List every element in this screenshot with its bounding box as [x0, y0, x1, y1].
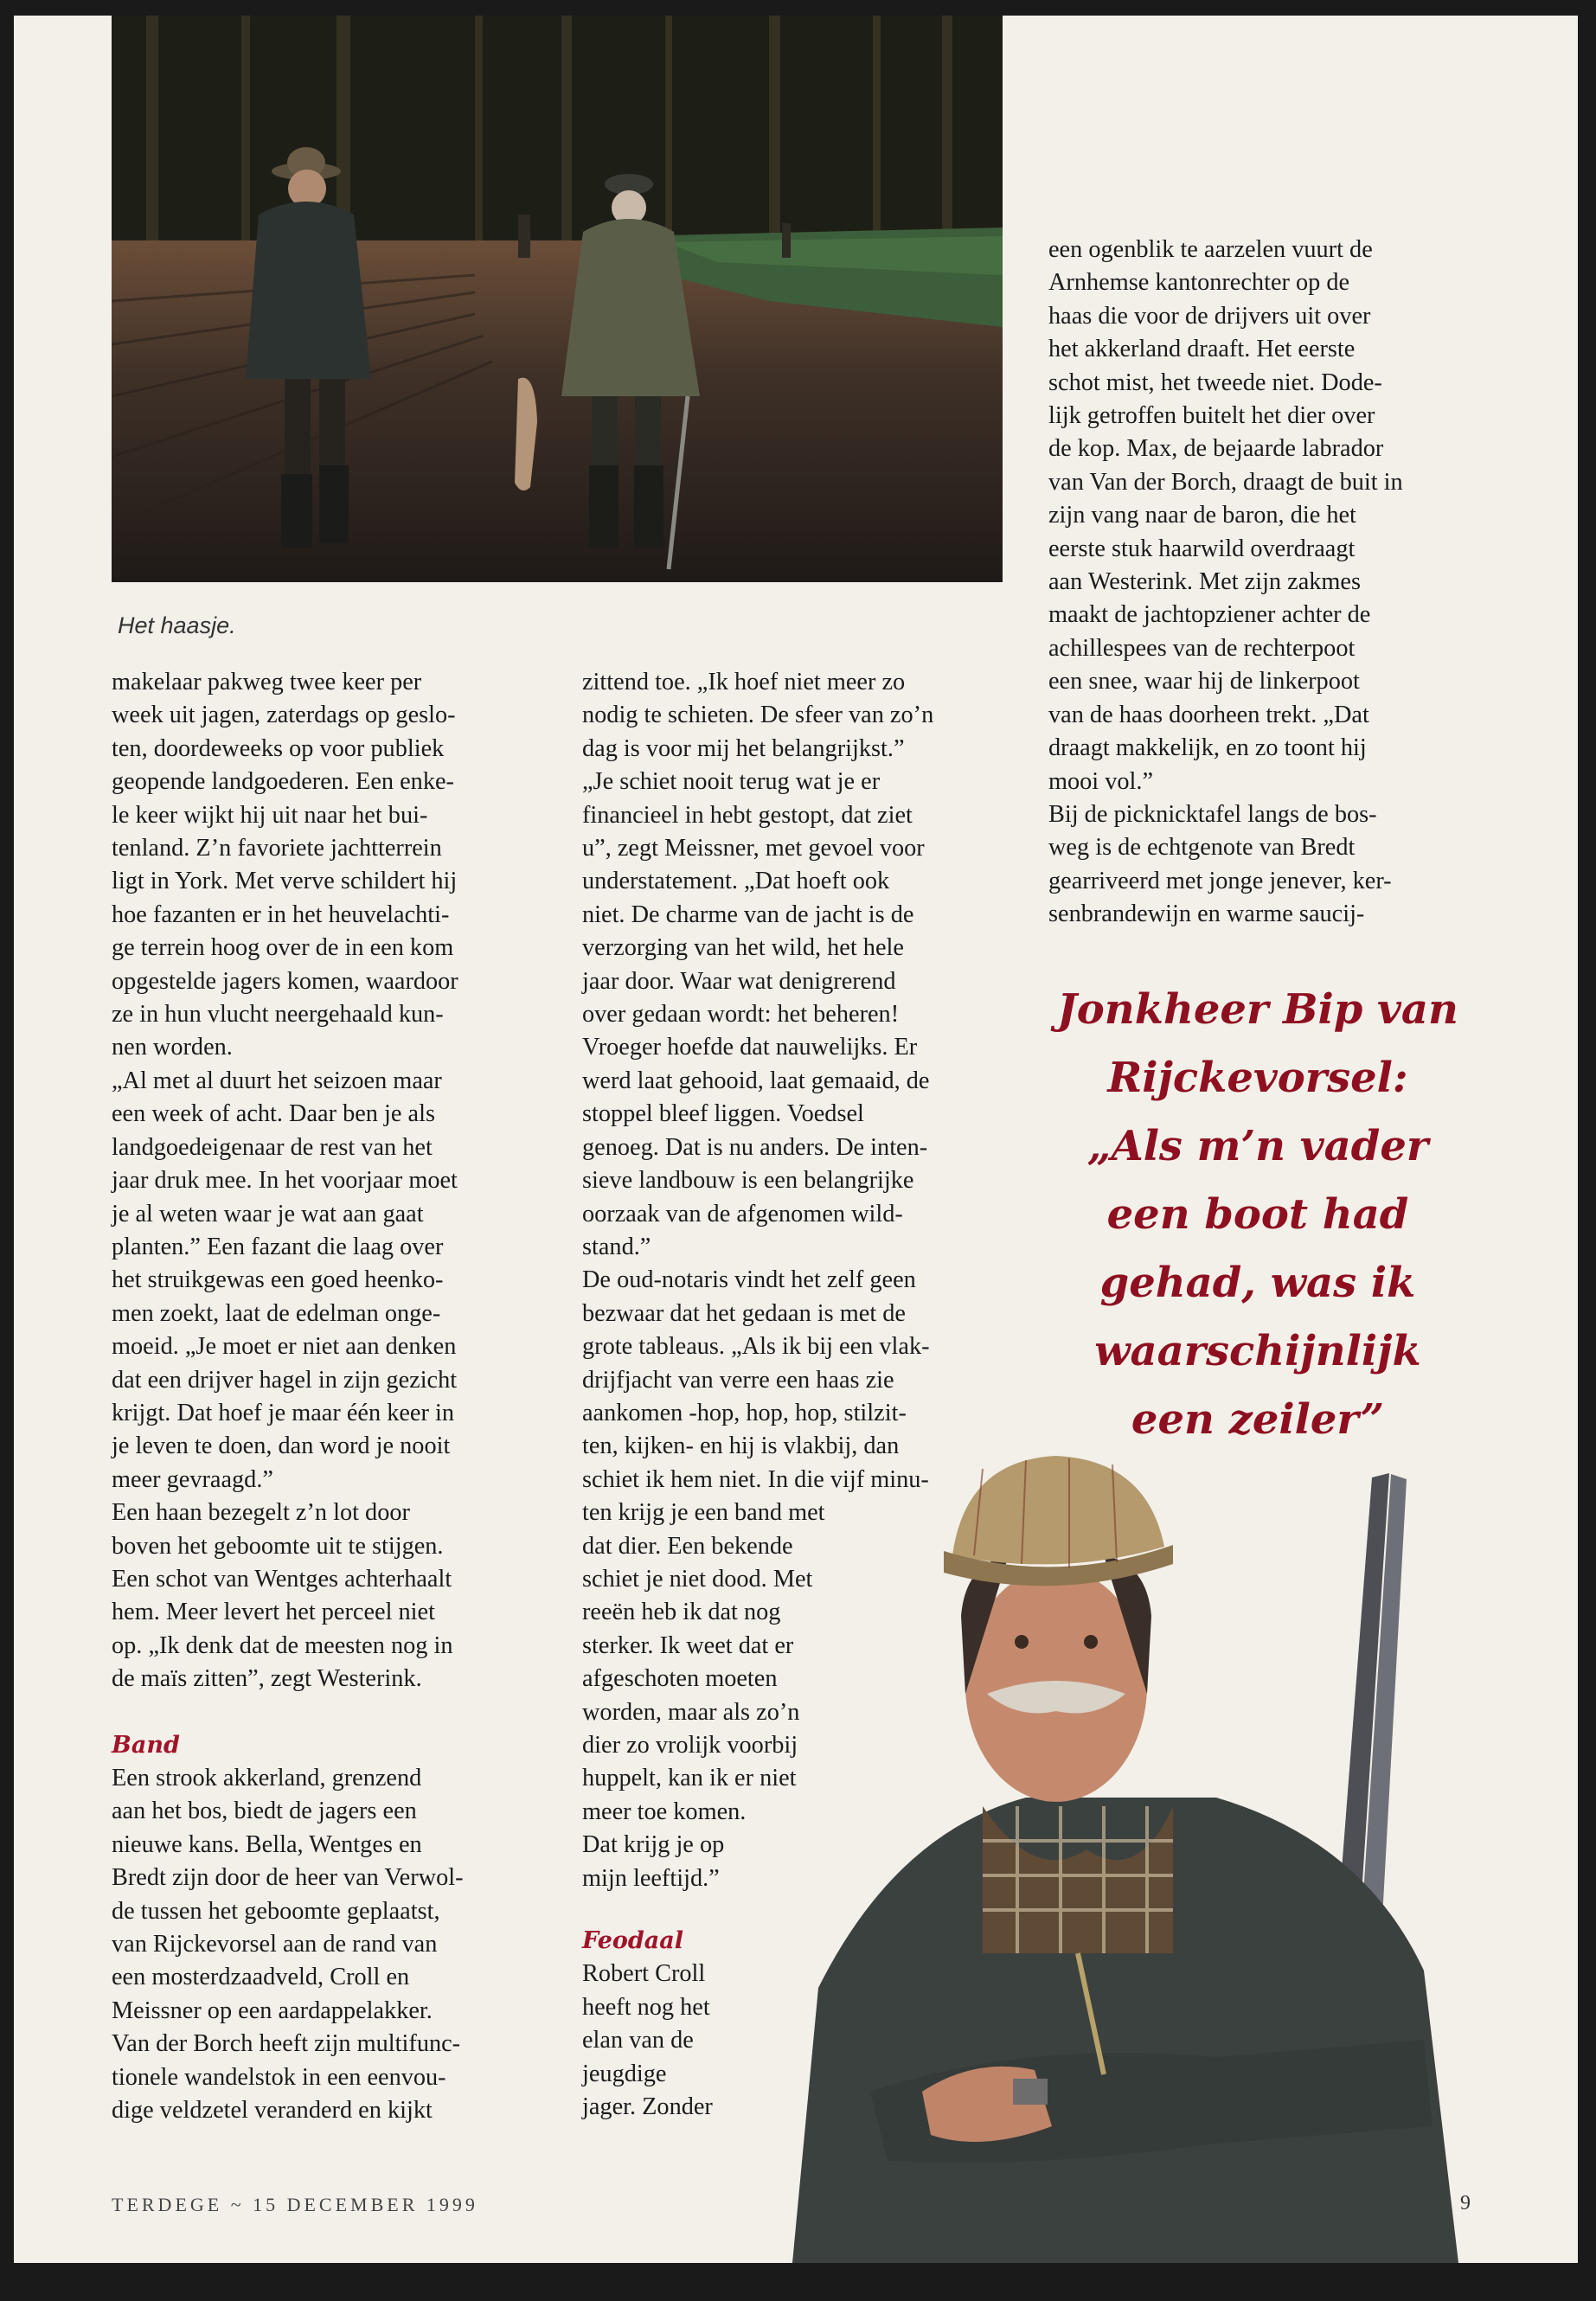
page-number: 9	[1460, 2192, 1471, 2214]
pull-quote	[1016, 976, 1500, 1454]
subheading-feodaal: Feodaal	[582, 1927, 684, 1955]
article-column-3	[1048, 234, 1498, 932]
subheading-band: Band	[112, 1731, 180, 1759]
portrait-photo	[766, 1434, 1578, 2263]
paragraph: Een haan bezegelt z’n lot door boven het geboomte uit te stijgen. Een schot van Wentges achterhaalt hem. Meer levert het perceel niet op. „Ik denk dat de meesten nog in de maïs zitten”, zegt Westerink.	[112, 1499, 453, 1693]
hunters-walking-image	[112, 16, 1003, 582]
hunters-photo	[112, 16, 1003, 582]
pull-quote-text: Jonkheer Bip van Rijckevorsel: „Als m’n vader een boot had gehad, was ik waarschijnlijk een zeiler”	[1057, 985, 1458, 1444]
footer-publication: TERDEGE ~ 15 DECEMBER 1999	[112, 2194, 478, 2215]
paragraph: een ogenblik te aarzelen vuurt de Arnhemse kantonrechter op de haas die voor de drijvers uit over het akkerland draaft. Het eerste schot mist, het tweede niet. Dode- lijk getroffen buitelt het dier over de kop. Max, de bejaarde labrador van Van der Borch, draagt de buit in zijn vang naar de baron, die het eerste stuk haarwild overdraagt aan Westerink. Met zijn zakmes maakt de jachtopziener achter de achillespees van de rechterpoot een snee, waar hij de linkerpoot van de haas doorheen trekt. „Dat draagt makkelijk, en zo toont hij mooi vol.”	[1048, 236, 1403, 795]
paragraph: „Je schiet nooit terug wat je er financieel in hebt gestopt, dat ziet u”, zegt Meissner, met gevoel voor understatement. „Dat hoeft ook niet. De charme van de jacht is de verzorging van het wild, het hele jaar door. Waar wat denigrerend over gedaan wordt: het beheren! Vroeger hoefde dat nauwelijks. Er werd laat gehooid, laat gemaaid, de stoppel bleef liggen. Voedsel genoeg. Dat is nu anders. De inten- sieve landbouw is een belangrijke oorzaak van de afgenomen wild- stand.”	[582, 768, 930, 1260]
photo-caption: Het haasje.	[118, 612, 236, 638]
paragraph: Een strook akkerland, grenzend aan het bos, biedt de jagers een nieuwe kans. Bella, Wentges en Bredt zijn door de heer van Verwol- de tussen het geboomte geplaatst, van Rijckevorsel aan de rand van een mosterdzaadveld, Croll en Meissner op een aardappelakker. Van der Borch heeft zijn multifunc- tionele wandelstok in een eenvou- dige veldzetel veranderd en kijkt	[112, 1765, 464, 2125]
paragraph: De oud-notaris vindt het zelf geen bezwaar dat het gedaan is met de grote tableaus. „Als ik bij een vlak- drijfjacht van verre een haas zie aankomen -hop, hop, hop, stilzit- ten, kijken- en hij is vlakbij, dan schiet ik hem niet. In die vijf minu- ten krijg je een band met dat dier. Een bekende schiet je niet dood. Met reeën heb ik dat nog sterker. Ik weet dat er afgeschoten moeten worden, maar als zo’n dier zo vrolijk voorbij huppelt, kan ik er niet meer toe komen. Dat krijg je op mijn leeftijd.”	[582, 1266, 930, 1892]
man-with-shotgun-image	[766, 1434, 1578, 2263]
paragraph: „Al met al duurt het seizoen maar een week of acht. Daar ben je als landgoedeigenaar de rest van het jaar druk mee. In het voorjaar moet je al weten waar je wat aan gaat planten.” Een fazant die laag over het struikgewas een goed heenko- men zoekt, laat de edelman onge- moeid. „Je moet er niet aan denken dat een drijver hagel in zijn gezicht krijgt. Dat hoef je maar één keer in je leven te doen, dan word je nooit meer gevraagd.”	[112, 1067, 458, 1493]
paragraph: makelaar pakweg twee keer per week uit jagen, zaterdags op geslo- ten, doordeweeks op voor publiek geopende landgoederen. Een enke- le keer wijkt hij uit naar het bui- tenland. Z’n favoriete jachtterrein ligt in York. Met verve schildert hij hoe fazanten er in het heuvelachti- ge terrein hoog over de in een kom opgestelde jagers komen, waardoor ze in hun vlucht neergehaald kun- nen worden.	[112, 669, 458, 1061]
paragraph: Bij de picknicktafel langs de bos- weg is de echtgenote van Bredt gearriveerd met jonge jenever, ker- senbrandewijn en warme saucij-	[1048, 800, 1392, 928]
magazine-page	[14, 16, 1578, 2263]
article-column-1	[112, 666, 561, 2127]
paragraph: zittend toe. „Ik hoef niet meer zo nodig te schieten. De sfeer van zo’n dag is voor mij het belangrijkst.”	[582, 669, 934, 762]
paragraph: Robert Croll heeft nog het elan van de jeugdige jager. Zonder	[582, 1960, 713, 2121]
